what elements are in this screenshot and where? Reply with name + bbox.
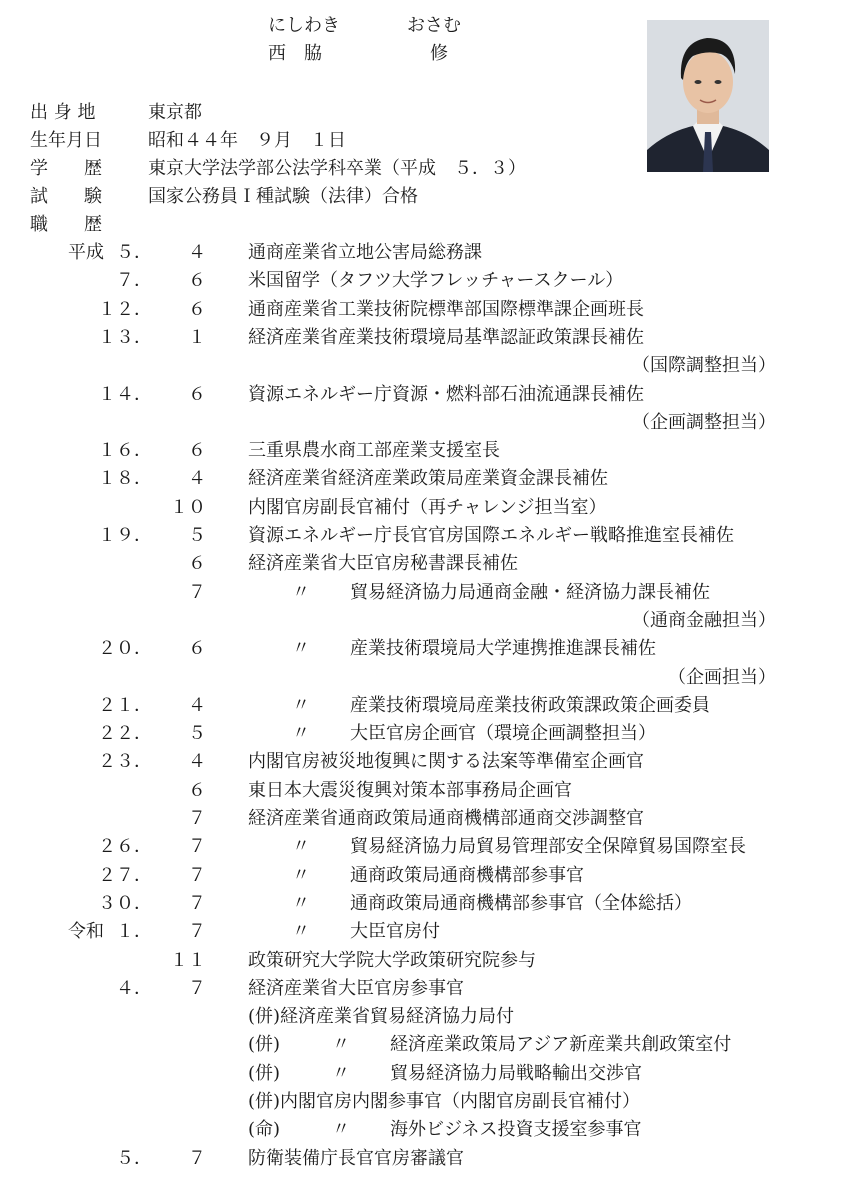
career-month: ６ <box>188 384 206 405</box>
career-month: １ <box>188 327 206 348</box>
career-position: 貿易経済協力局通商金融・経済協力課長補佐 <box>350 582 710 603</box>
career-position: 大臣官房付 <box>350 921 440 942</box>
career-position: 三重県農水商工部産業支援室長 <box>248 440 500 461</box>
education-label: 学 歴 <box>30 158 102 179</box>
career-sub-prefix: (併) <box>248 1063 281 1084</box>
career-note: （企画担当） <box>668 667 776 688</box>
career-month: ６ <box>188 270 206 291</box>
furigana-given: おさむ <box>407 15 461 36</box>
career-position: 経済産業省大臣官房秘書課長補佐 <box>248 553 518 574</box>
career-label: 職 歴 <box>30 214 102 235</box>
ditto-mark: 〃 <box>292 638 310 659</box>
ditto-mark: 〃 <box>292 893 310 914</box>
career-month: ７ <box>188 921 206 942</box>
career-sub-entry: (併)内閣官房内閣参事官（内閣官房副長官補付） <box>248 1091 641 1112</box>
career-position: 経済産業省大臣官房参事官 <box>248 978 464 999</box>
career-year: ２０． <box>98 638 152 659</box>
career-sub-prefix: (併) <box>248 1034 281 1055</box>
career-year: ５． <box>116 242 152 263</box>
career-position: 貿易経済協力局貿易管理部安全保障貿易国際室長 <box>350 836 746 857</box>
career-month: ６ <box>188 299 206 320</box>
career-month: ７ <box>188 582 206 603</box>
career-month: ６ <box>188 780 206 801</box>
furigana-surname: にしわき <box>268 15 340 36</box>
career-month: ４ <box>188 242 206 263</box>
career-month: ６ <box>188 440 206 461</box>
portrait-photo <box>647 20 769 172</box>
career-year: １３． <box>98 327 152 348</box>
career-note: （企画調整担当） <box>632 412 776 433</box>
birthdate-label: 生年月日 <box>30 130 102 151</box>
career-position: 資源エネルギー庁長官官房国際エネルギー戦略推進室長補佐 <box>248 525 734 546</box>
career-position: 産業技術環境局産業技術政策課政策企画委員 <box>350 695 710 716</box>
career-month: ７ <box>188 893 206 914</box>
career-year: １８． <box>98 468 152 489</box>
career-sub-entry: (併)経済産業省貿易経済協力局付 <box>248 1006 515 1027</box>
career-year: １２． <box>98 299 152 320</box>
career-position: 大臣官房企画官（環境企画調整担当） <box>350 723 656 744</box>
career-position: 内閣官房被災地復興に関する法案等準備室企画官 <box>248 751 644 772</box>
career-year: ２６． <box>98 836 152 857</box>
ditto-mark: 〃 <box>292 836 310 857</box>
ditto-mark: 〃 <box>292 865 310 886</box>
career-month: １０ <box>170 497 206 518</box>
career-position: 経済産業省経済産業政策局産業資金課長補佐 <box>248 468 608 489</box>
ditto-mark: 〃 <box>332 1063 350 1084</box>
career-year: ２１． <box>98 695 152 716</box>
ditto-mark: 〃 <box>292 695 310 716</box>
career-month: ６ <box>188 553 206 574</box>
education-value: 東京大学法学部公法学科卒業（平成 ５．３） <box>148 158 526 179</box>
career-position: 通商産業省工業技術院標準部国際標準課企画班長 <box>248 299 644 320</box>
ditto-mark: 〃 <box>292 921 310 942</box>
career-month: ４ <box>188 695 206 716</box>
career-month: ５ <box>188 525 206 546</box>
career-year: １９． <box>98 525 152 546</box>
ditto-mark: 〃 <box>332 1034 350 1055</box>
career-position: 資源エネルギー庁資源・燃料部石油流通課長補佐 <box>248 384 644 405</box>
career-year: ３０． <box>98 893 152 914</box>
career-year: ２３． <box>98 751 152 772</box>
birthplace-label: 出 身 地 <box>30 102 96 123</box>
career-sub-entry: 経済産業政策局アジア新産業共創政策室付 <box>390 1034 732 1055</box>
career-position: 通商政策局通商機構部参事官 <box>350 865 584 886</box>
career-position: 産業技術環境局大学連携推進課長補佐 <box>350 638 656 659</box>
career-month: １１ <box>170 950 206 971</box>
career-sub-entry: 海外ビジネス投資支援室参事官 <box>390 1119 642 1140</box>
career-year: １４． <box>98 384 152 405</box>
career-position: 経済産業省産業技術環境局基準認証政策課長補佐 <box>248 327 644 348</box>
career-month: ５ <box>188 723 206 744</box>
career-note: （通商金融担当） <box>632 610 776 631</box>
career-year: ２７． <box>98 865 152 886</box>
career-month: ７ <box>188 978 206 999</box>
career-month: ７ <box>188 1148 206 1169</box>
career-position: 米国留学（タフツ大学フレッチャースクール） <box>248 270 624 291</box>
career-month: ７ <box>188 865 206 886</box>
career-month: ７ <box>188 808 206 829</box>
career-position: 政策研究大学院大学政策研究院参与 <box>248 950 536 971</box>
career-year: ７． <box>116 270 152 291</box>
career-era: 令和 <box>68 921 104 942</box>
career-sub-entry: 貿易経済協力局戦略輸出交渉官 <box>390 1063 642 1084</box>
name-given: 修 <box>430 43 448 64</box>
career-position: 防衛装備庁長官官房審議官 <box>248 1148 464 1169</box>
career-position: 東日本大震災復興対策本部事務局企画官 <box>248 780 572 801</box>
exam-label: 試 験 <box>30 186 102 207</box>
career-position: 通商政策局通商機構部参事官（全体総括） <box>350 893 692 914</box>
career-era: 平成 <box>68 242 104 263</box>
career-year: １． <box>116 921 152 942</box>
career-year: ４． <box>116 978 152 999</box>
career-position: 経済産業省通商政策局通商機構部通商交渉調整官 <box>248 808 644 829</box>
birthplace-value: 東京都 <box>148 102 202 123</box>
name-surname: 西 脇 <box>268 43 322 64</box>
career-month: ７ <box>188 836 206 857</box>
career-note: （国際調整担当） <box>632 355 776 376</box>
career-month: ４ <box>188 468 206 489</box>
career-month: ６ <box>188 638 206 659</box>
exam-value: 国家公務員Ｉ種試験（法律）合格 <box>148 186 418 207</box>
career-month: ４ <box>188 751 206 772</box>
career-year: ５． <box>116 1148 152 1169</box>
ditto-mark: 〃 <box>292 582 310 603</box>
birthdate-value: 昭和４４年 ９月 １日 <box>148 130 346 151</box>
career-year: １６． <box>98 440 152 461</box>
career-sub-prefix: (命) <box>248 1119 281 1140</box>
career-position: 内閣官房副長官補付（再チャレンジ担当室） <box>248 497 607 518</box>
ditto-mark: 〃 <box>332 1119 350 1140</box>
career-position: 通商産業省立地公害局総務課 <box>248 242 482 263</box>
ditto-mark: 〃 <box>292 723 310 744</box>
career-year: ２２． <box>98 723 152 744</box>
